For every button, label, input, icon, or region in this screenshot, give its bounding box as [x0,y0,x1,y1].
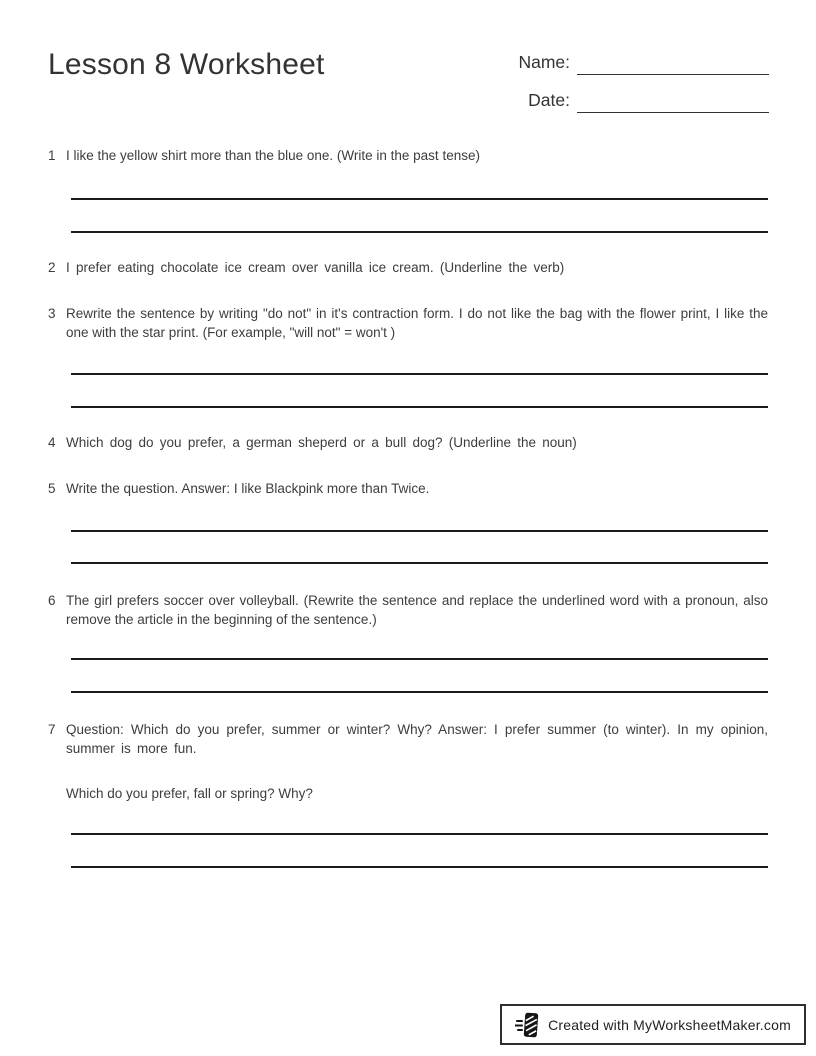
question-text: Question: Which do you prefer, summer or winter? Why? Answer: I prefer summer (to winter). In my opinion, summer is more fun. [66,722,768,756]
date-label: Date: [528,90,570,110]
question-3 [48,304,768,342]
answer-line [71,530,768,532]
answer-line [71,866,768,868]
question-2 [48,258,768,277]
question-5 [48,479,768,498]
question-number: 5 [48,481,56,496]
name-label: Name: [518,52,570,72]
question-text: The girl prefers soccer over volleyball. (Rewrite the sentence and replace the underlined word with a pronoun, also remove the article in the beginning of the sentence.) [66,593,768,627]
question-7-followup: Which do you prefer, fall or spring? Why? [66,786,313,801]
answer-line [71,691,768,693]
answer-line [71,231,768,233]
question-7 [48,720,768,758]
question-number: 4 [48,435,56,450]
question-text: I prefer eating chocolate ice cream over vanilla ice cream. (Underline the verb) [66,260,565,275]
question-number: 1 [48,148,56,163]
question-text: I like the yellow shirt more than the blue one. (Write in the past tense) [66,148,480,163]
question-6 [48,591,768,629]
question-text: Which dog do you prefer, a german sheperd or a bull dog? (Underline the noun) [66,435,577,450]
question-text: Rewrite the sentence by writing "do not" in it's contraction form. I do not like the bag with the flower print, I like the one with the star print. (For example, "will not" = won't ) [66,306,768,340]
name-blank-line [577,51,769,75]
date-blank-line [577,89,769,113]
question-text: Write the question. Answer: I like Blackpink more than Twice. [66,481,430,496]
answer-line [71,198,768,200]
answer-line [71,833,768,835]
footer-badge [500,1004,806,1045]
question-number: 6 [48,593,56,608]
question-number: 7 [48,722,56,737]
answer-line [71,406,768,408]
question-number: 2 [48,260,56,275]
answer-line [71,658,768,660]
date-field [508,89,769,113]
footer-badge-text: Created with MyWorksheetMaker.com [548,1016,791,1033]
question-1 [48,146,768,165]
worksheet-maker-logo-icon [515,1011,539,1039]
name-field [508,51,769,75]
answer-line [71,562,768,564]
answer-line [71,373,768,375]
question-number: 3 [48,306,56,321]
question-4 [48,433,768,452]
page-title: Lesson 8 Worksheet [48,48,325,81]
